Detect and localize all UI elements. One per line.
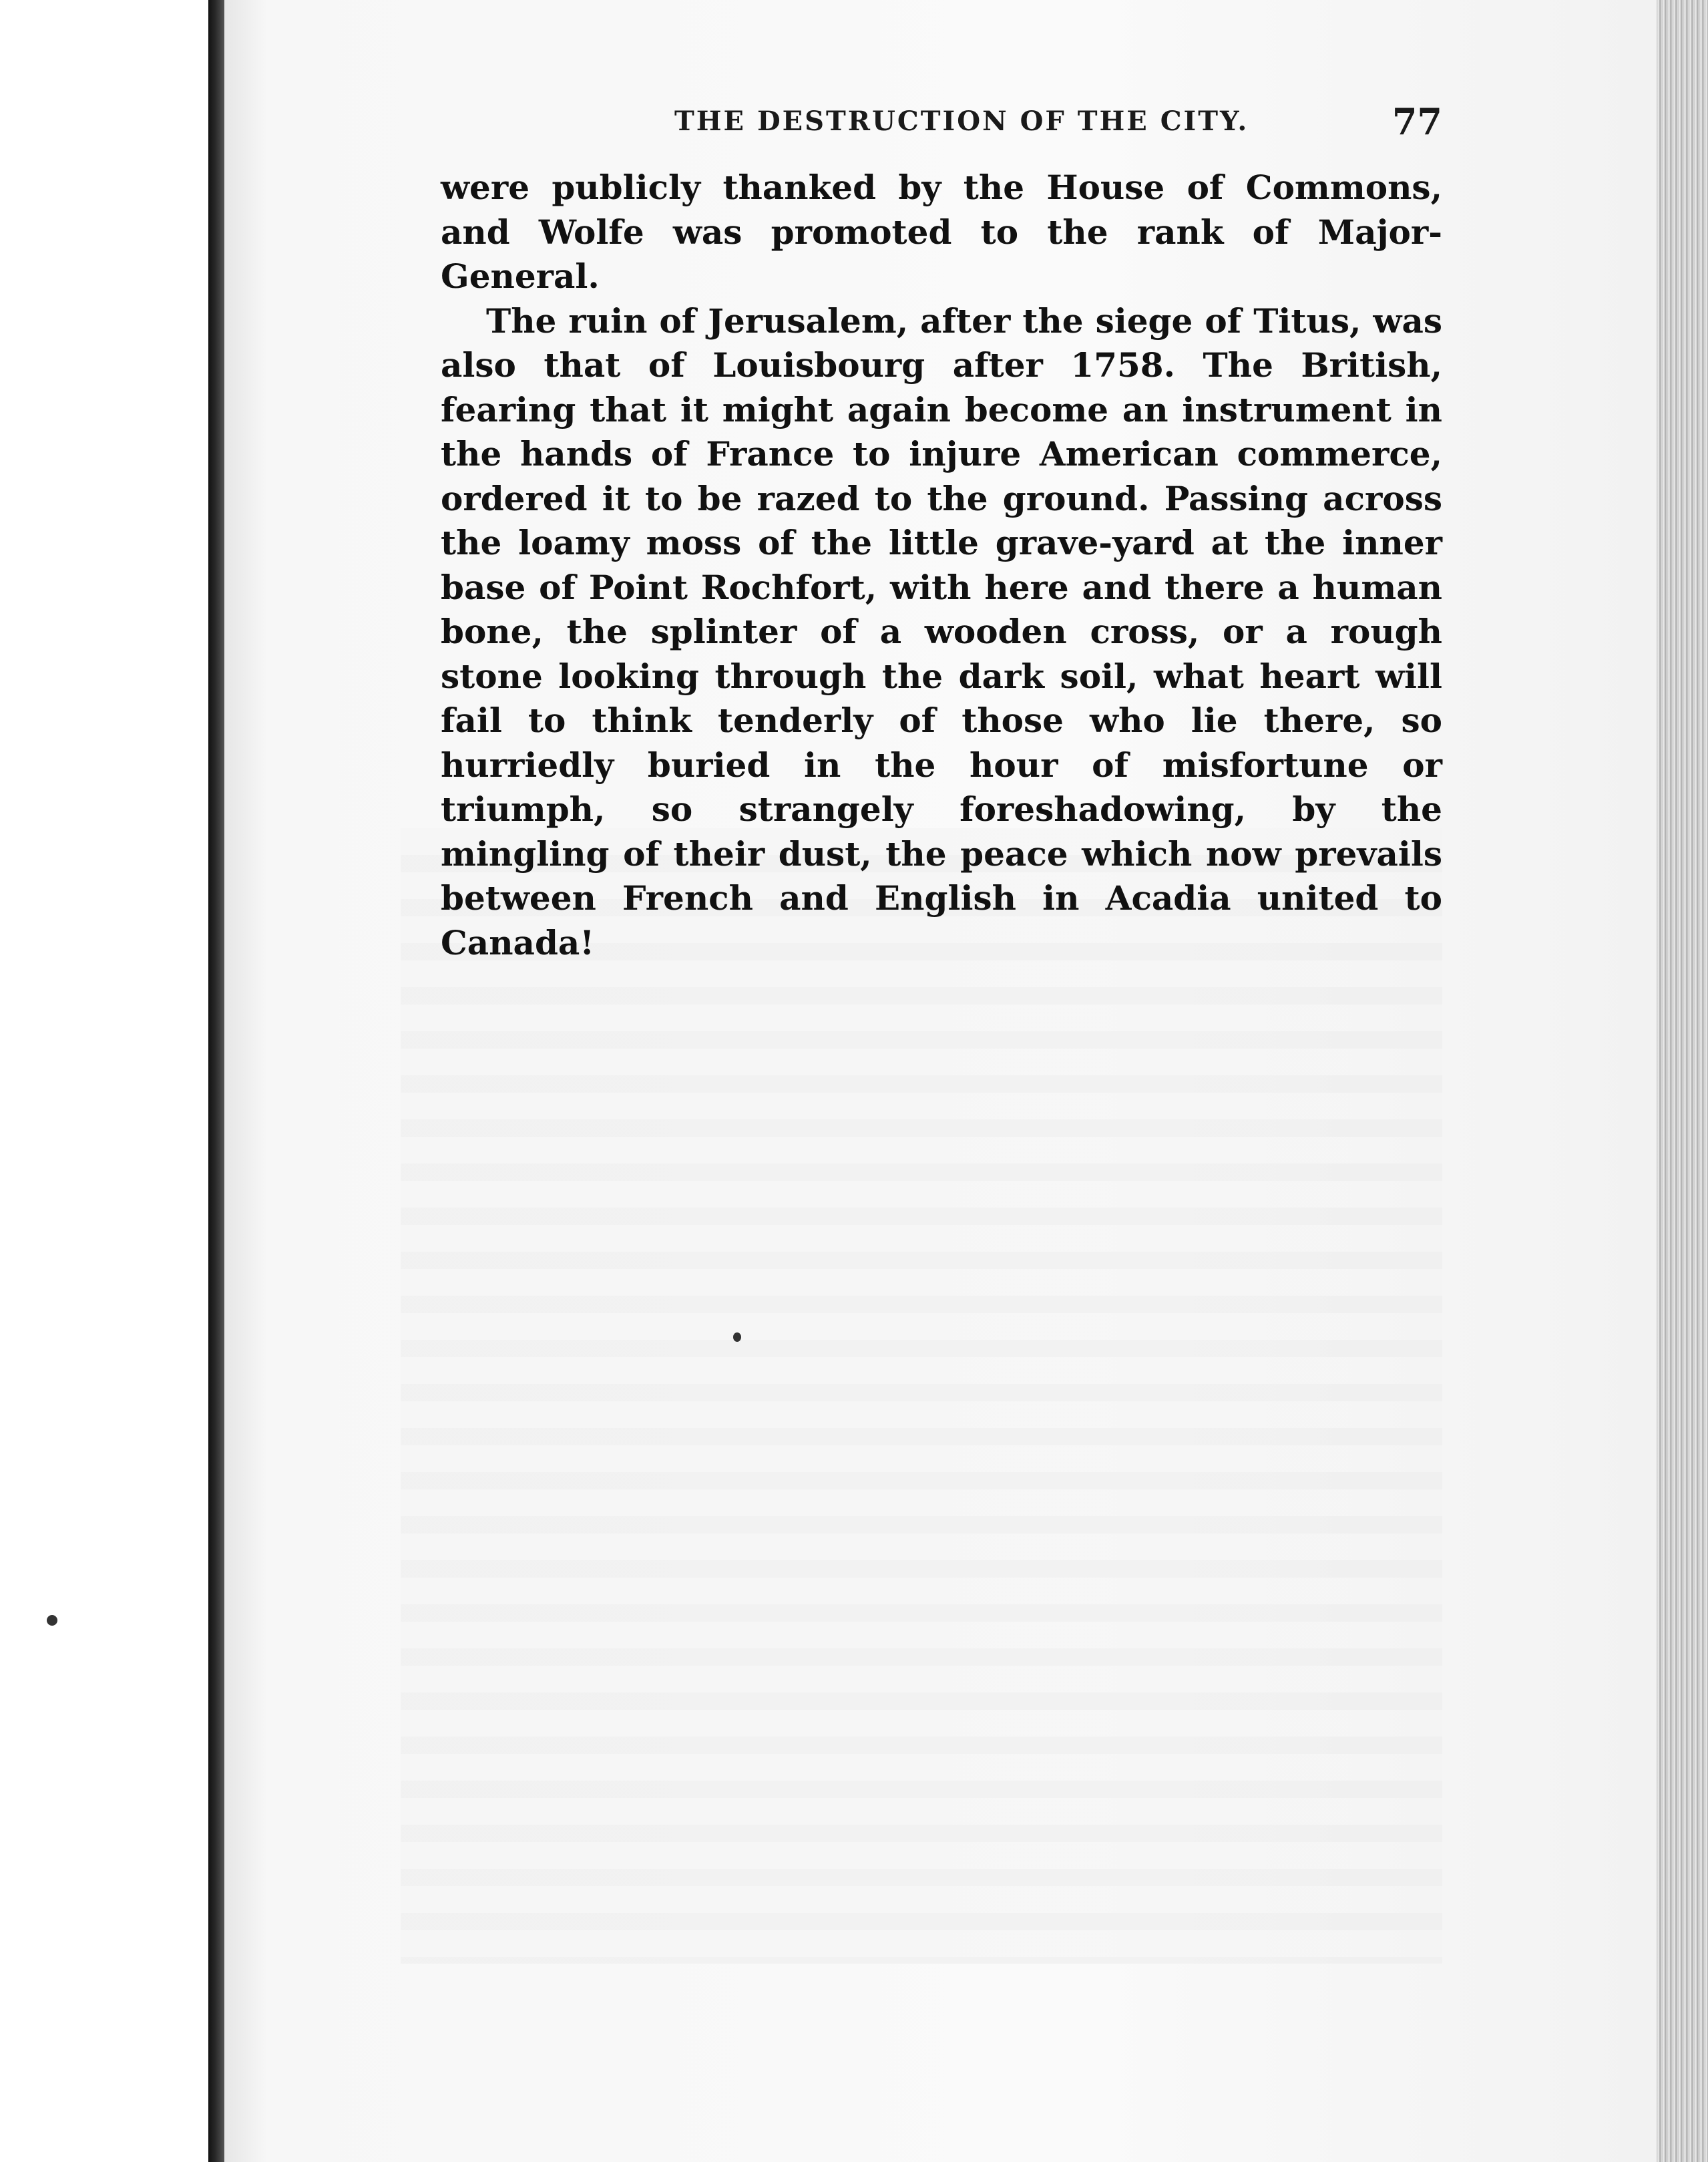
page-number: 77: [1392, 100, 1442, 143]
book-binding-gutter: [208, 0, 224, 2162]
page-edges: [1657, 0, 1708, 2162]
running-head: THE DESTRUCTION OF THE CITY.: [674, 106, 1249, 137]
ink-speck: [47, 1615, 57, 1626]
paragraph-louisbourg: The ruin of Jerusalem, after the siege of Titus, was also that of Louisbourg after 1758. The British, fearing that it might again become an instrument in the hands of France to injure American commerce, ordered it to be razed to the ground. Passing across the loamy moss of the little grave-yard at the inner base of Point Rochfort, with here and there a human bone, the splinter of a wooden cross, or a rough stone looking through the dark soil, what heart will fail to think tenderly of those who lie there, so hurriedly buried in the hour of misfortune or triumph, so strangely foreshadowing, by the mingling of their dust, the peace which now prevails between French and English in Acadia united to Canada!: [441, 301, 1442, 962]
ink-speck: [733, 1332, 741, 1342]
body-text: [441, 166, 1442, 965]
paragraph-continuation: were publicly thanked by the House of Commons, and Wolfe was promoted to the rank of Major-General.: [441, 168, 1442, 296]
show-through-text-area: [401, 828, 1442, 1964]
page-header: [674, 100, 1442, 147]
left-margin: [0, 0, 208, 2162]
